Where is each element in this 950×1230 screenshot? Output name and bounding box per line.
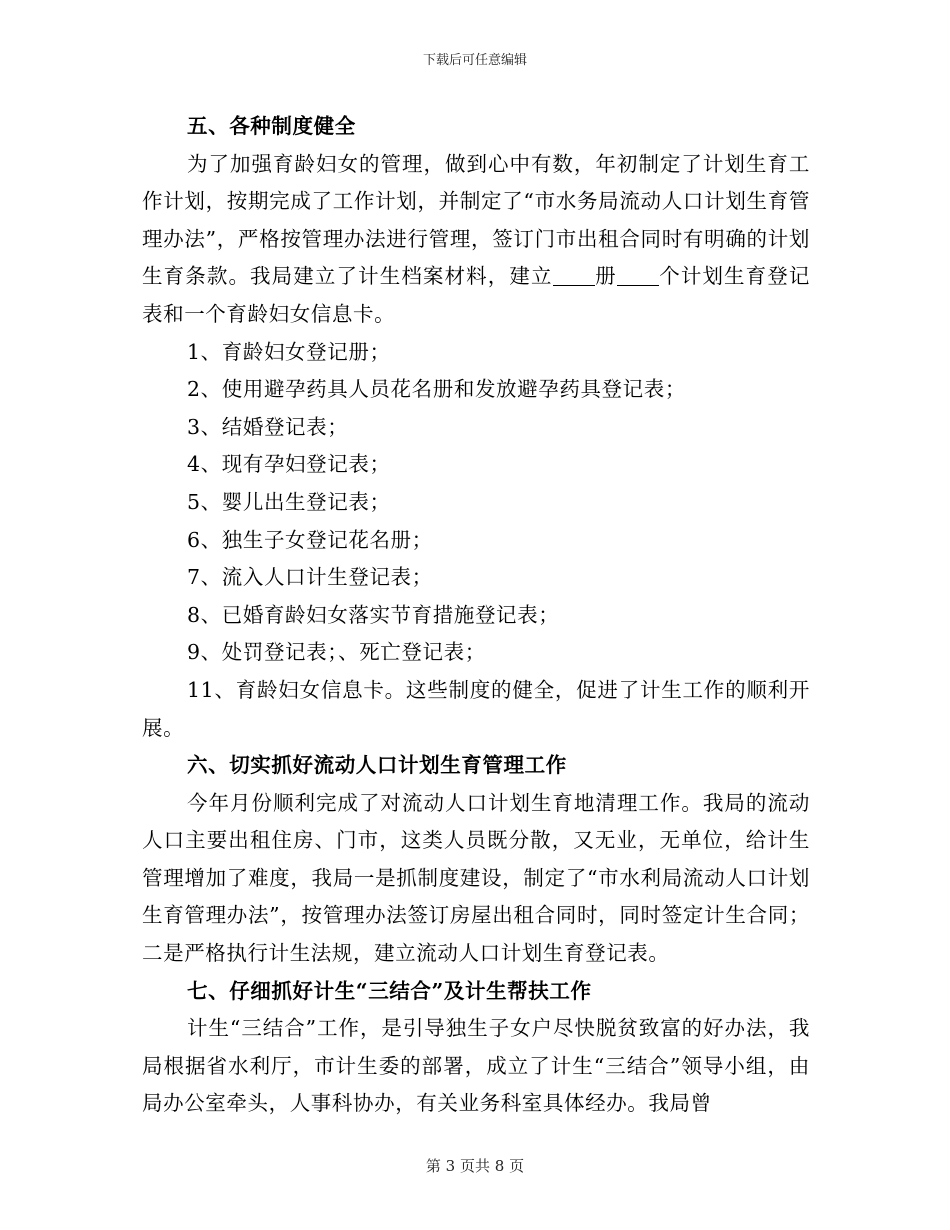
list-item: 6、独生子女登记花名册；	[187, 527, 433, 552]
section-5-intro-text-3: 个计划生育登记表和一个育龄妇女信息卡。	[142, 264, 810, 326]
list-item: 5、婴儿出生登记表；	[187, 489, 391, 514]
section-5-intro-text-1: 为了加强育龄妇女的管理，做到心中有数，年初制定了计划生育工作计划，按期完成了工作计划，并制定了“市水务局流动人口计划生育管理办法”，严格按管理办法进行管理，签订门市出租合同时有明确的计划生育条款。我局建立了计生档案材料，建立	[142, 151, 810, 289]
list-item: 2、使用避孕药具人员花名册和发放避孕药具登记表；	[187, 377, 686, 402]
section-5-intro	[142, 146, 810, 334]
list-item: 9、处罚登记表；、死亡登记表；	[187, 640, 486, 665]
blank-underline	[553, 265, 595, 287]
page-header: 下载后可任意编辑	[422, 53, 527, 68]
list-item: 7、流入人口计生登记表；	[187, 565, 433, 590]
section-6-heading: 六、切实抓好流动人口计划生育管理工作	[187, 753, 567, 778]
document-body	[142, 108, 810, 1123]
list-item: 4、现有孕妇登记表；	[187, 452, 391, 477]
page-number: 第 3 页共 8 页	[425, 1157, 525, 1175]
section-5-intro-text-2: 册	[594, 264, 617, 289]
section-6-paragraph: 今年月份顺利完成了对流动人口计划生育地清理工作。我局的流动人口主要出租住房、门市，这类人员既分散，又无业，无单位，给计生管理增加了难度，我局一是抓制度建设，制定了“市水利局流动人口计划生育管理办法”，按管理办法签订房屋出租合同时，同时签定计生合同；二是严格执行计生法规，建立流动人口计划生育登记表。	[142, 790, 810, 966]
section-7-heading: 七、仔细抓好计生“三结合”及计生帮扶工作	[187, 978, 592, 1003]
list-item: 3、结婚登记表；	[187, 414, 349, 439]
list-item: 1、育龄妇女登记册；	[187, 339, 391, 364]
list-item: 8、已婚育龄妇女落实节育措施登记表；	[187, 602, 560, 627]
blank-underline	[617, 265, 659, 287]
section-5-heading: 五、各种制度健全	[187, 114, 356, 138]
list-item: 11、育龄妇女信息卡。这些制度的健全，促进了计生工作的顺利开展。	[142, 677, 810, 740]
section-7-paragraph: 计生“三结合”工作，是引导独生子女户尽快脱贫致富的好办法，我局根据省水利厅，市计生委的部署，成立了计生“三结合”领导小组，由局办公室牵头，人事科协办，有关业务科室具体经办。我局曾	[142, 1016, 810, 1116]
